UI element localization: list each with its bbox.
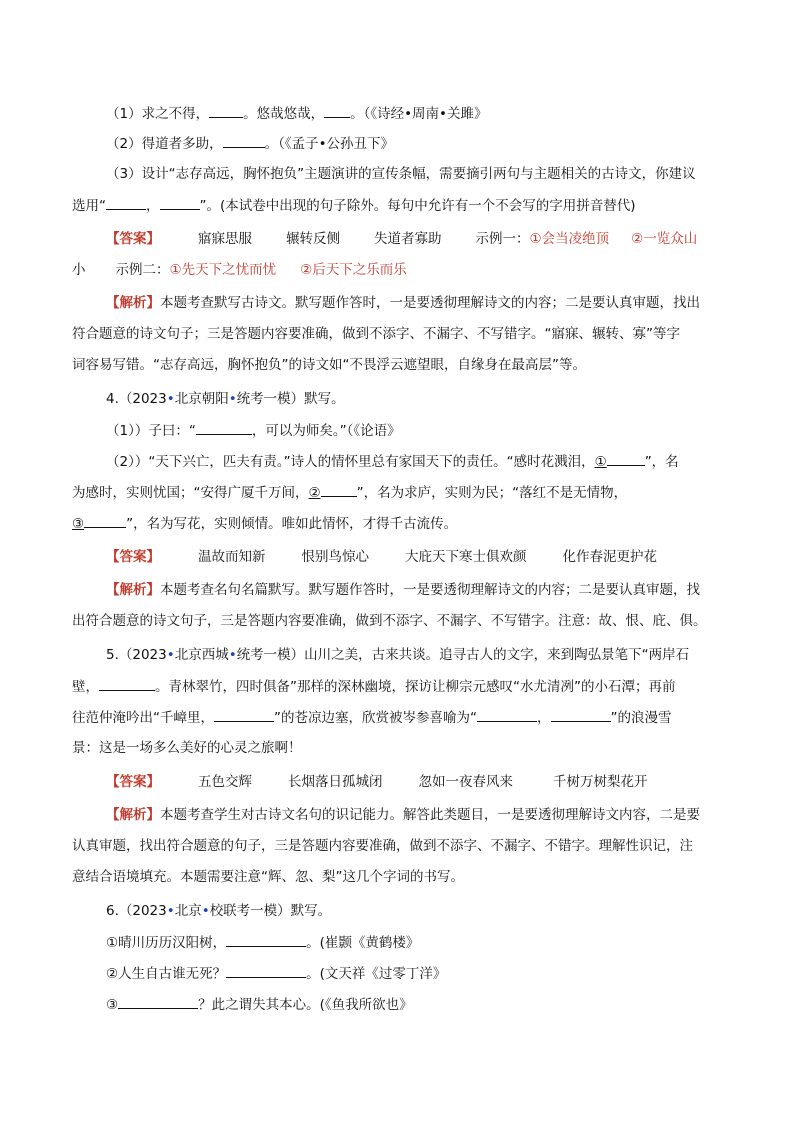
q3-analysis-l3: 词容易写错。“志存高远，胸怀抱负”的诗文如“不畏浮云遮望眼，自缘身在最高层”等。	[72, 357, 586, 373]
q6-sub2: ②人生自古谁无死？ 。(文天祥《过零丁洋》	[106, 963, 722, 984]
answer-blank	[209, 103, 243, 118]
q5-analysis: 【解析】本题考查学生对古诗文名句的识记能力。解答此类题目，一是要透彻理解诗文内容，二是要	[106, 807, 700, 823]
q6-sub3: ③ ？此之谓失其本心。(《鱼我所欲也》	[106, 994, 722, 1015]
answer-tag: 【答案】	[106, 549, 160, 565]
q3-sub2: （2）得道者多助， 。（《孟子•公孙丑下》	[106, 133, 722, 154]
q4-sub2-l2: 为感时，实则忧国；“安得广厦千万间，② ”，名为求庐，实则为民；“落红不是无情物，	[72, 482, 722, 503]
q4-header: 4.（2023•北京朝阳•统考一模）默写。	[106, 391, 345, 407]
q4-answer: 【答案】 温故而知新 恨别鸟惊心 大庇天下寒士俱欢颜 化作春泥更护花	[106, 549, 657, 565]
q3-answer: 【答案】 寤寐思服 辗转反侧 失道者寡助 示例一：①会当凌绝顶 ②一览众山	[106, 231, 698, 247]
q4-sub1: （1））子曰：“ ，可以为师矣。”（《论语》	[106, 420, 722, 441]
answer-blank	[226, 963, 306, 978]
q3-sub3-cont: 选用“ ， ”。(本试卷中出现的句子除外。每句中允许有一个不会写的字用拼音替代)	[72, 195, 722, 216]
analysis-tag: 【解析】	[106, 582, 160, 598]
q5-answer: 【答案】 五色交辉 长烟落日孤城闭 忽如一夜春风来 千树万树梨花开	[106, 774, 648, 790]
q3-analysis-l2: 符合题意的诗文句子；三是答题内容要准确，做到不添字、不漏字、不写错字。“寤寐、辗转、寡”等字	[72, 326, 680, 342]
answer-blank	[214, 707, 274, 722]
q5-analysis-l3: 意结合语境填充。本题需要注意“辉、忽、梨”这几个字词的书写。	[72, 869, 464, 885]
q5-l4: 景：这是一场多么美好的心灵之旅啊！	[72, 740, 302, 756]
answer-blank	[99, 676, 155, 691]
analysis-tag: 【解析】	[106, 295, 160, 311]
analysis-tag: 【解析】	[106, 807, 160, 823]
q3-sub3: （3）设计“志存高远，胸怀抱负”主题演讲的宣传条幅，需要摘引两句与主题相关的古诗文，你建议	[106, 166, 696, 182]
answer-blank	[607, 451, 645, 466]
answer-blank	[324, 103, 350, 118]
q5-header: 5.（2023•北京西城•统考一模）山川之美，古来共谈。追寻古人的文字，来到陶弘景笔下“两岸石	[106, 647, 690, 663]
answer-blank	[84, 513, 126, 528]
answer-blank	[477, 707, 537, 722]
q3-answer-cont: 小 示例二：①先天下之忧而忧 ②后天下之乐而乐	[72, 262, 407, 278]
q5-analysis-l2: 认真审题，找出符合题意的句子，三是答题内容要准确，做到不添字、不漏字、不错字。理解性识记，注	[72, 838, 693, 854]
q6-sub1: ①晴川历历汉阳树， 。(崔颢《黄鹤楼》	[106, 932, 722, 953]
answer-blank	[321, 482, 357, 497]
answer-blank	[160, 195, 200, 210]
answer-blank	[106, 195, 146, 210]
answer-blank	[118, 994, 198, 1009]
q4-sub2: （2））“天下兴亡，匹夫有责。”诗人的情怀里总有家国天下的责任。“感时花溅泪，① ”，名	[106, 451, 722, 472]
q4-sub2-l3: ③ ”，名为写花，实则倾情。唯如此情怀，才得千古流传。	[72, 513, 722, 534]
q6-header: 6.（2023•北京•校联考一模）默写。	[106, 903, 332, 919]
answer-blank	[226, 932, 306, 947]
answer-tag: 【答案】	[106, 774, 160, 790]
q5-l3: 往范仲淹吟出“千嶂里， ”的苍凉边塞，欣赏被岑参喜喻为“ ， ”的浪漫雪	[72, 707, 722, 728]
q4-analysis-l2: 出符合题意的诗文句子，三是答题内容要准确，做到不添字、不漏字、不写错字。注意：故、恨、庇、俱。	[72, 613, 707, 629]
q5-l2: 壁， 。青林翠竹，四时俱备”那样的深林幽境，探访让柳宗元感叹“水尤清冽”的小石潭；再前	[72, 676, 722, 697]
q3-analysis: 【解析】本题考查默写古诗文。默写题作答时，一是要透彻理解诗文的内容；二是要认真审题，找出	[106, 295, 700, 311]
q3-sub1: （1）求之不得， 。悠哉悠哉， 。（《诗经•周南•关雎》	[106, 103, 722, 124]
answer-tag: 【答案】	[106, 231, 160, 247]
q4-analysis: 【解析】本题考查名句名篇默写。默写题作答时，一是要透彻理解诗文的内容；二是要认真审题，找	[106, 582, 700, 598]
answer-blank	[223, 133, 265, 148]
answer-blank	[551, 707, 611, 722]
answer-blank	[196, 420, 252, 435]
